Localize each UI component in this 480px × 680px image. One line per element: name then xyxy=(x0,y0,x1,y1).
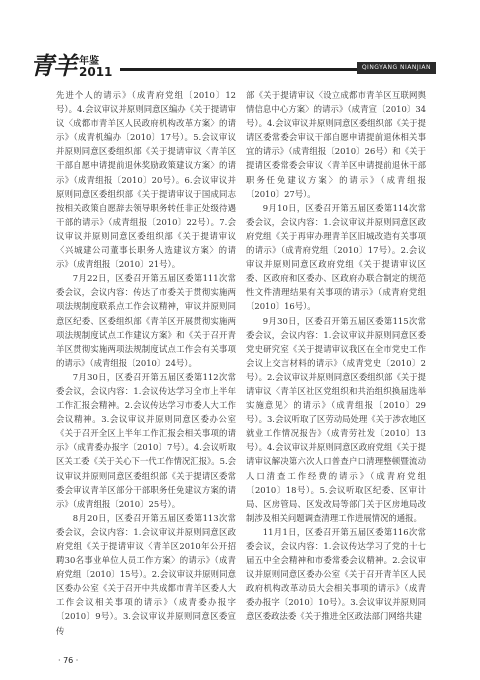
paragraph: 7月30日，区委召开第五届区委第112次常委会议，会议内容：1.会议传达学习全市上半年工作汇报会精神。2.会议传达学习市委人大工作会议精神。3.会议审议并原则同意区委办公室《关于召开全区上半年工作汇报会相关事项的请示》（成青委办报字〔2010〕7号）。4.会议听取区关工委《关于关心下一代工作情况汇报》。5.会议审议并原则同意区委组织部《关于提请区委常委会审议青羊区部分干部职务任免建议方案的请示》（成青组报〔2010〕25号）。 xyxy=(56,371,236,509)
logo-subtitle: 年鉴 xyxy=(79,56,99,67)
paragraph: 9月10日，区委召开第五届区委第114次常委会议，会议内容：1.会议审议并原则同意区政府党组《关于再审办理青羊区旧城改造有关事项的请示》（成青府党组〔2010〕17号）。2.会议审议并原则同意区政府党组《关于提请审议区委、区政府和区委办、区政府办联合制定的规范性文件清理结果有关事项的请示》（成青府党组〔2010〕16号）。 xyxy=(246,202,426,312)
yearbook-logo xyxy=(30,46,112,78)
paragraph: 11月1日，区委召开第五届区委第116次常委会议，会议内容：1.会议传达学习了党的十七届五中全会精神和市委常委会议精神。2.会议审议并原则同意区委办公室《关于召开青羊区人民政府机构改革动员大会相关事项的请示》（成青委办报字〔2010〕10号）。3.会议审议并原则同意区委政法委《关于推进全区政法部门网络共建 xyxy=(246,526,426,622)
logo-side xyxy=(79,56,112,78)
logo-year: 2011 xyxy=(79,65,113,79)
paragraph: 9月30日，区委召开第五届区委第115次常委会议，会议内容：1.会议审议并原则同意区委党史研究室《关于提请审议我区在全市党史工作会议上交言材料的请示》（成青党史〔2010〕2号）。2.会议审议并原则同意区委组织部《关于提请审议〈青羊区社区党组织和共治组织换届选举实施意见〉的请示》（成青组报〔2010〕29号）。3.会议听取了区劳动局处理《关于涉农地区就业工作情况报告》（成青劳社发〔2010〕13号）。4.会议审议并原则同意区政府党组《关于提请审议解决第六次人口普查户口清理整顿暨流动人口清查工作经费的请示》（成青府党组〔2010〕18号）。5.会议听取区纪委、区审计局、区房管局、区发改局等部门关于区房地局改制涉及相关问题调查清理工作进展情况的通报。 xyxy=(246,315,426,523)
left-column xyxy=(56,88,236,658)
logo-title: 青羊 xyxy=(30,51,76,80)
header-banner: QINGYANG NIANJIAN xyxy=(357,62,436,74)
body-columns xyxy=(56,88,426,658)
paragraph: 7月22日，区委召开第五届区委第111次常委会议，会议内容：传达了市委关于贯彻实施两项法规制度联系点工作会议精神，审议并原则同意区纪委、区委组织部《青羊区开展贯彻实施两项法规制度试点工作建议方案》和《关于召开青羊区贯彻实施两项法规制度试点工作会有关事项的请示》（成青组报〔2010〕24号）。 xyxy=(56,273,236,368)
paragraph: 8月20日，区委召开第五届区委第113次常委会议，会议内容：1.会议审议并原则同意区政府党组《关于提请审议〈青羊区2010年公开招聘30名事业单位人员工作方案〉的请示》（成青府党组〔2010〕15号）。2.会议审议并原则同意区委办公室《关于召开中共成都市青羊区委人大工作会议相关事项的请示》（成青委办报字〔2010〕9号）。3.会议审议并原则同意区委宣传 xyxy=(56,512,236,636)
page-number: · 76 · xyxy=(58,656,79,665)
page-header xyxy=(0,0,480,84)
right-column xyxy=(246,88,426,658)
paragraph: 先进个人的请示》（成青府党组〔2010〕12号）。4.会议审议并原则同意区编办《关于提请审议〈成都市青羊区人民政府机构改革方案〉的请示》（成青机编办〔2010〕17号）。5.会议审议并原则同意区委组织部《关于提请审议〈青羊区干部自愿申请提前退休奖励政策建议方案〉的请示》（成青组报〔2010〕20号）。6.会议审议并原则同意区委组织部《关于提请审议于国成同志按相关政策自愿辞去领导职务转任非正处级待遇干部的请示》（成青组报〔2010〕22号）。7.会议审议并原则同意区委组织部《关于提请审议〈兴城建公司董事长职务人选建议方案〉的请示》（成青组报〔2010〕21号）。 xyxy=(56,90,236,270)
paragraph: 部《关于提请审议〈设立成都市青羊区互联网舆情信息中心方案〉的请示》（成青宣〔2010〕34号）。4.会议审议并原则同意区委组织部《关于提请区委常委会审议干部自愿申请提前退休相关事宜的请示》（成青组报〔2010〕26号）和《关于提请区委常委会审议〈青羊区申请提前退休干部职务任免建议方案〉的请示》（成青组报〔2010〕27号）。 xyxy=(246,90,426,199)
